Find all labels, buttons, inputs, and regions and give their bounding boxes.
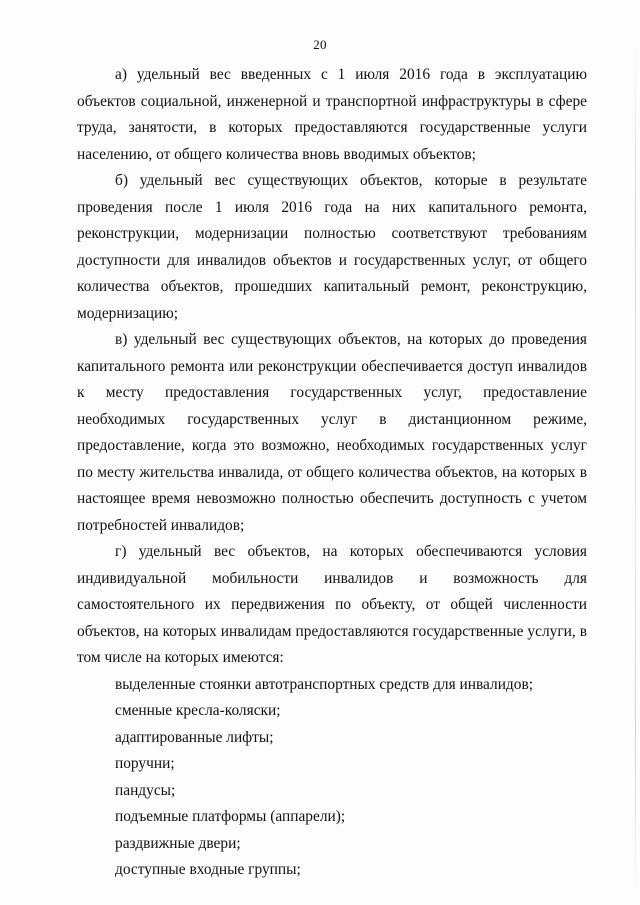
list-item: выделенные стоянки автотранспортных средств для инвалидов; xyxy=(115,675,533,693)
list-item: сменные кресла-коляски; xyxy=(115,702,281,719)
paragraph-v: в) удельный вес существующих объектов, на которых до проведения капитального ремонта или реконструкции обеспечивается доступ инвалидов к месту предоставления государственных услуг, предоставление необходимых государственных услуг в дистанционном режиме, предоставление, когда это возможно, необходимых государственных услуг по месту жительства инвалида, от общего количества объектов, на которых в настоящее время невозможно полностью обеспечить доступность с учетом потребностей инвалидов; xyxy=(77,331,587,534)
paragraph-g: г) удельный вес объектов, на которых обеспечиваются условия индивидуальной мобильности инвалидов и возможность для самостоятельного их передвижения по объекту, от общей численности объектов, на которых инвалидам предоставляются государственные услуги, в том числе на которых имеются: xyxy=(77,543,587,666)
page-number: 20 xyxy=(313,37,327,52)
list-item: подъемные платформы (аппарели); xyxy=(115,808,346,825)
paragraph-b: б) удельный вес существующих объектов, которые в результате проведения после 1 июля 2016 года на них капитального ремонта, реконструкции, модернизации полностью соответствуют требованиям доступности для инвалидов объектов и государственных услуг, от общего количества объектов, прошедших капитальный ремонт, реконструкцию, модернизацию; xyxy=(77,172,587,322)
paragraph-a: а) удельный вес введенных с 1 июля 2016 года в эксплуатацию объектов социальной, инженерной и транспортной инфраструктуры в сфере труда, занятости, в которых предоставляются государственные услуги населению, от общего количества вновь вводимых объектов; xyxy=(77,66,587,163)
list-item: раздвижные двери; xyxy=(115,834,241,852)
list-item: адаптированные лифты; xyxy=(115,728,274,746)
facilities-list xyxy=(77,672,587,884)
list-item: поручни; xyxy=(115,755,175,772)
scan-edge-line xyxy=(635,40,636,900)
list-item: пандусы; xyxy=(115,781,176,799)
document-body xyxy=(77,62,587,884)
list-item: доступные входные группы; xyxy=(115,861,301,878)
